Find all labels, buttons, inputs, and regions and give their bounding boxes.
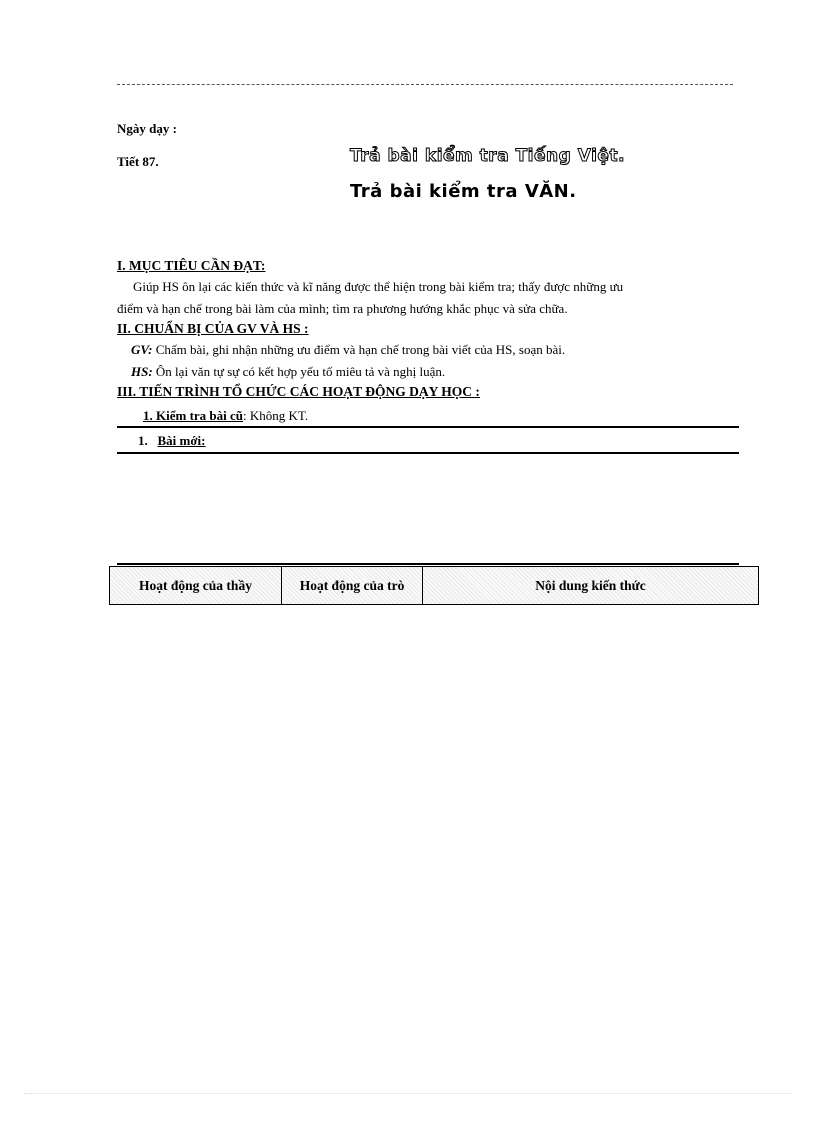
gv-label: GV: bbox=[131, 342, 153, 357]
item-1-line bbox=[143, 405, 308, 427]
title-line-2: Trả bài kiểm tra VĂN. bbox=[350, 181, 577, 202]
table-header-row bbox=[110, 567, 759, 605]
rule-above-table bbox=[117, 563, 739, 565]
hs-text: Ôn lại văn tự sự có kết hợp yếu tố miêu tả và nghị luận. bbox=[152, 364, 446, 379]
item-1-label: 1. Kiểm tra bài cũ bbox=[143, 408, 244, 423]
date-label: Ngày dạy : bbox=[117, 121, 177, 136]
gv-text: Chấm bài, ghi nhận những ưu điểm và hạn chế trong bài viết của HS, soạn bài. bbox=[152, 342, 566, 357]
lesson-number: Tiết 87. bbox=[117, 154, 159, 169]
header-knowledge-content: Nội dung kiến thức bbox=[423, 567, 759, 605]
section-1-line-1: Giúp HS ôn lại các kiến thức và kĩ năng được thể hiện trong bài kiểm tra; thấy được những ưu bbox=[133, 279, 624, 294]
item-1-colon: : bbox=[243, 408, 247, 423]
section-1-line-2: điểm và hạn chế trong bài làm của mình; tìm ra phương hướng khắc phục và sửa chữa. bbox=[117, 301, 568, 316]
item-1-text: Không KT. bbox=[246, 408, 309, 423]
hs-label: HS: bbox=[131, 364, 153, 379]
header-student-activity: Hoạt động của trò bbox=[282, 567, 423, 605]
bottom-dotted-rule bbox=[24, 1093, 792, 1094]
item-2-line bbox=[138, 430, 206, 452]
gv-line bbox=[131, 339, 565, 361]
title-line-1: Trả bài kiểm tra Tiếng Việt. bbox=[350, 146, 626, 166]
section-3-heading: III. TIẾN TRÌNH TỔ CHỨC CÁC HOẠT ĐỘNG DẠY HỌC : bbox=[117, 384, 480, 399]
section-2-heading: II. CHUẨN BỊ CỦA GV VÀ HS : bbox=[117, 321, 309, 336]
hs-line bbox=[131, 361, 445, 383]
activities-table bbox=[109, 566, 759, 605]
header-teacher-activity: Hoạt động của thầy bbox=[110, 567, 282, 605]
rule-below-item-2 bbox=[117, 452, 739, 454]
section-1-heading: I. MỤC TIÊU CẦN ĐẠT: bbox=[117, 258, 266, 273]
top-dashed-rule bbox=[117, 84, 733, 85]
item-2-label: Bài mới: bbox=[157, 433, 206, 448]
item-2-number: 1. bbox=[138, 433, 148, 448]
rule-above-item-2 bbox=[117, 426, 739, 428]
